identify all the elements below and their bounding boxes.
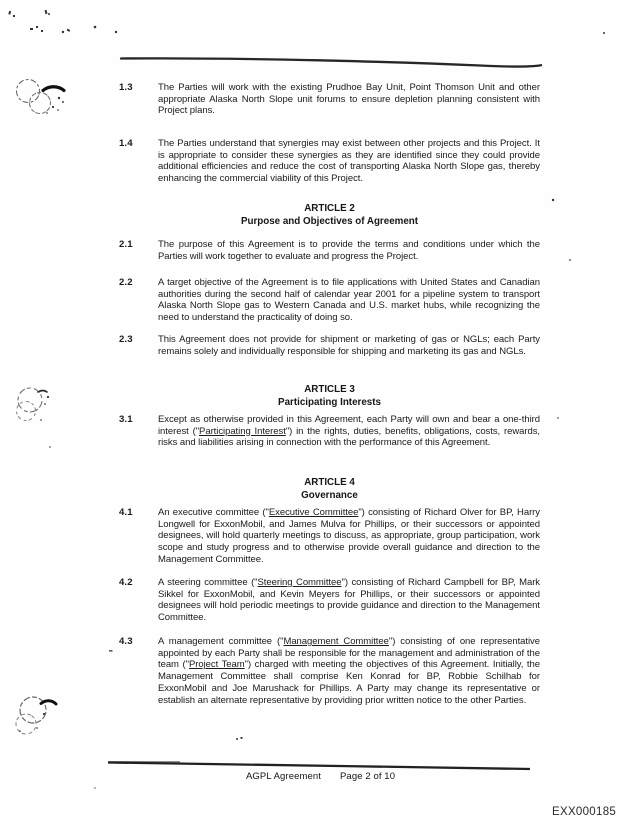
clause-number: 3.1 (119, 414, 133, 425)
punch-hole-smudge-middle (14, 384, 51, 448)
footer-page-number: Page 2 of 10 (340, 771, 396, 782)
clause-number: 2.3 (119, 334, 133, 345)
clause-number: 4.3 (119, 636, 133, 647)
clause-3-1 (119, 414, 540, 449)
article-3-heading (119, 383, 540, 409)
scan-top-line (121, 58, 541, 66)
clause-number: 4.2 (119, 577, 133, 588)
punch-hole-smudge-bottom (12, 694, 56, 738)
clause-text: This Agreement does not provide for shipment or marketing of gas or NGLs; each Party remains solely and individually responsible for shipping and marketing its gas and NGLs. (158, 334, 540, 357)
clause-text: The Parties will work with the existing Prudhoe Bay Unit, Point Thomson Unit and other appropriate Alaska North Slope unit forums to ensure depletion planning consistent with Project plans. (158, 82, 540, 117)
clause-number: 1.3 (119, 82, 133, 93)
clause-2-2 (119, 277, 540, 324)
article-2-heading (119, 202, 540, 228)
clause-text: An executive committee ("Executive Committee") consisting of Richard Olver for BP, Harry Longwell for ExxonMobil, and James Mulva for Phillips, or their successors or appointed designees, will hold quarterly meetings to discuss, as appropriate, group participation, work scope and study progress and to otherwise provide overall guidance and direction to the Management Committee. (158, 507, 540, 565)
clause-4-1 (119, 507, 540, 566)
punch-hole-smudge-top (13, 76, 64, 118)
clause-text: The Parties understand that synergies may exist between other projects and this Project. It is appropriate to consider these synergies as they are identified since they could provide additional efficiencies and reduce the cost of transporting Alaska North Slope gas, thereby enhancing the commercial viability of this Project. (158, 138, 540, 185)
clause-number: 1.4 (119, 138, 133, 149)
article-4-heading (119, 476, 540, 502)
clause-number: 4.1 (119, 507, 133, 518)
article-subtitle: Governance (301, 490, 358, 501)
clause-text: The purpose of this Agreement is to provide the terms and conditions under which the Parties will work together to evaluate and progress the Project. (158, 239, 540, 262)
article-title: ARTICLE 3 (304, 384, 355, 395)
clause-1-3 (119, 82, 540, 117)
clause-2-3 (119, 334, 540, 357)
clause-number: 2.1 (119, 239, 133, 250)
clause-4-3 (119, 636, 540, 706)
clause-text: A steering committee ("Steering Committee") consisting of Richard Campbell for BP, Mark Sikkel for ExxonMobil, and Kevin Meyers for Phillips, or their successors or appointed designees will hold periodic meetings to provide guidance and direction to the Management Committee. (158, 577, 541, 624)
clause-text: A target objective of the Agreement is to file applications with United States and Canadian authorities during the second half of calendar year 2001 for a pipeline system to transport Alaska North Slope gas to Western Canada and U.S. market hubs, while recognizing the need to understand the practicality of doing so. (158, 277, 540, 324)
clause-text: Except as otherwise provided in this Agreement, each Party will own and bear a one-third interest ("Participating Interest") in the rights, duties, benefits, obligations, costs, rewards, risks and liabilities arising in connection with the performance of this Agreement. (158, 414, 541, 449)
footer-rule-line (108, 763, 530, 770)
clause-1-4 (119, 138, 540, 185)
clause-text: A management committee ("Management Committee") consisting of one representative appointed by each Party shall be responsible for the management and administration of the team ("Project Team") charged with meeting the objectives of this Agreement. Initially, the Management Committee shall comprise Ken Konrad for BP, Robbie Schilhab for ExxonMobil and Joe Marushack for Phillips. A Party may change its representative or establish an alternate representative by providing prior written notice to the other Parties. (158, 636, 540, 706)
clause-4-2 (119, 577, 540, 624)
clause-2-1 (119, 239, 540, 262)
footer-document-title: AGPL Agreement (246, 771, 321, 782)
article-subtitle: Purpose and Objectives of Agreement (240, 216, 419, 227)
article-subtitle: Participating Interests (278, 397, 381, 408)
article-title: ARTICLE 4 (304, 477, 355, 488)
bates-stamp: EXX000185 (552, 806, 617, 818)
clause-number: 2.2 (119, 277, 133, 288)
article-title: ARTICLE 2 (304, 203, 355, 214)
